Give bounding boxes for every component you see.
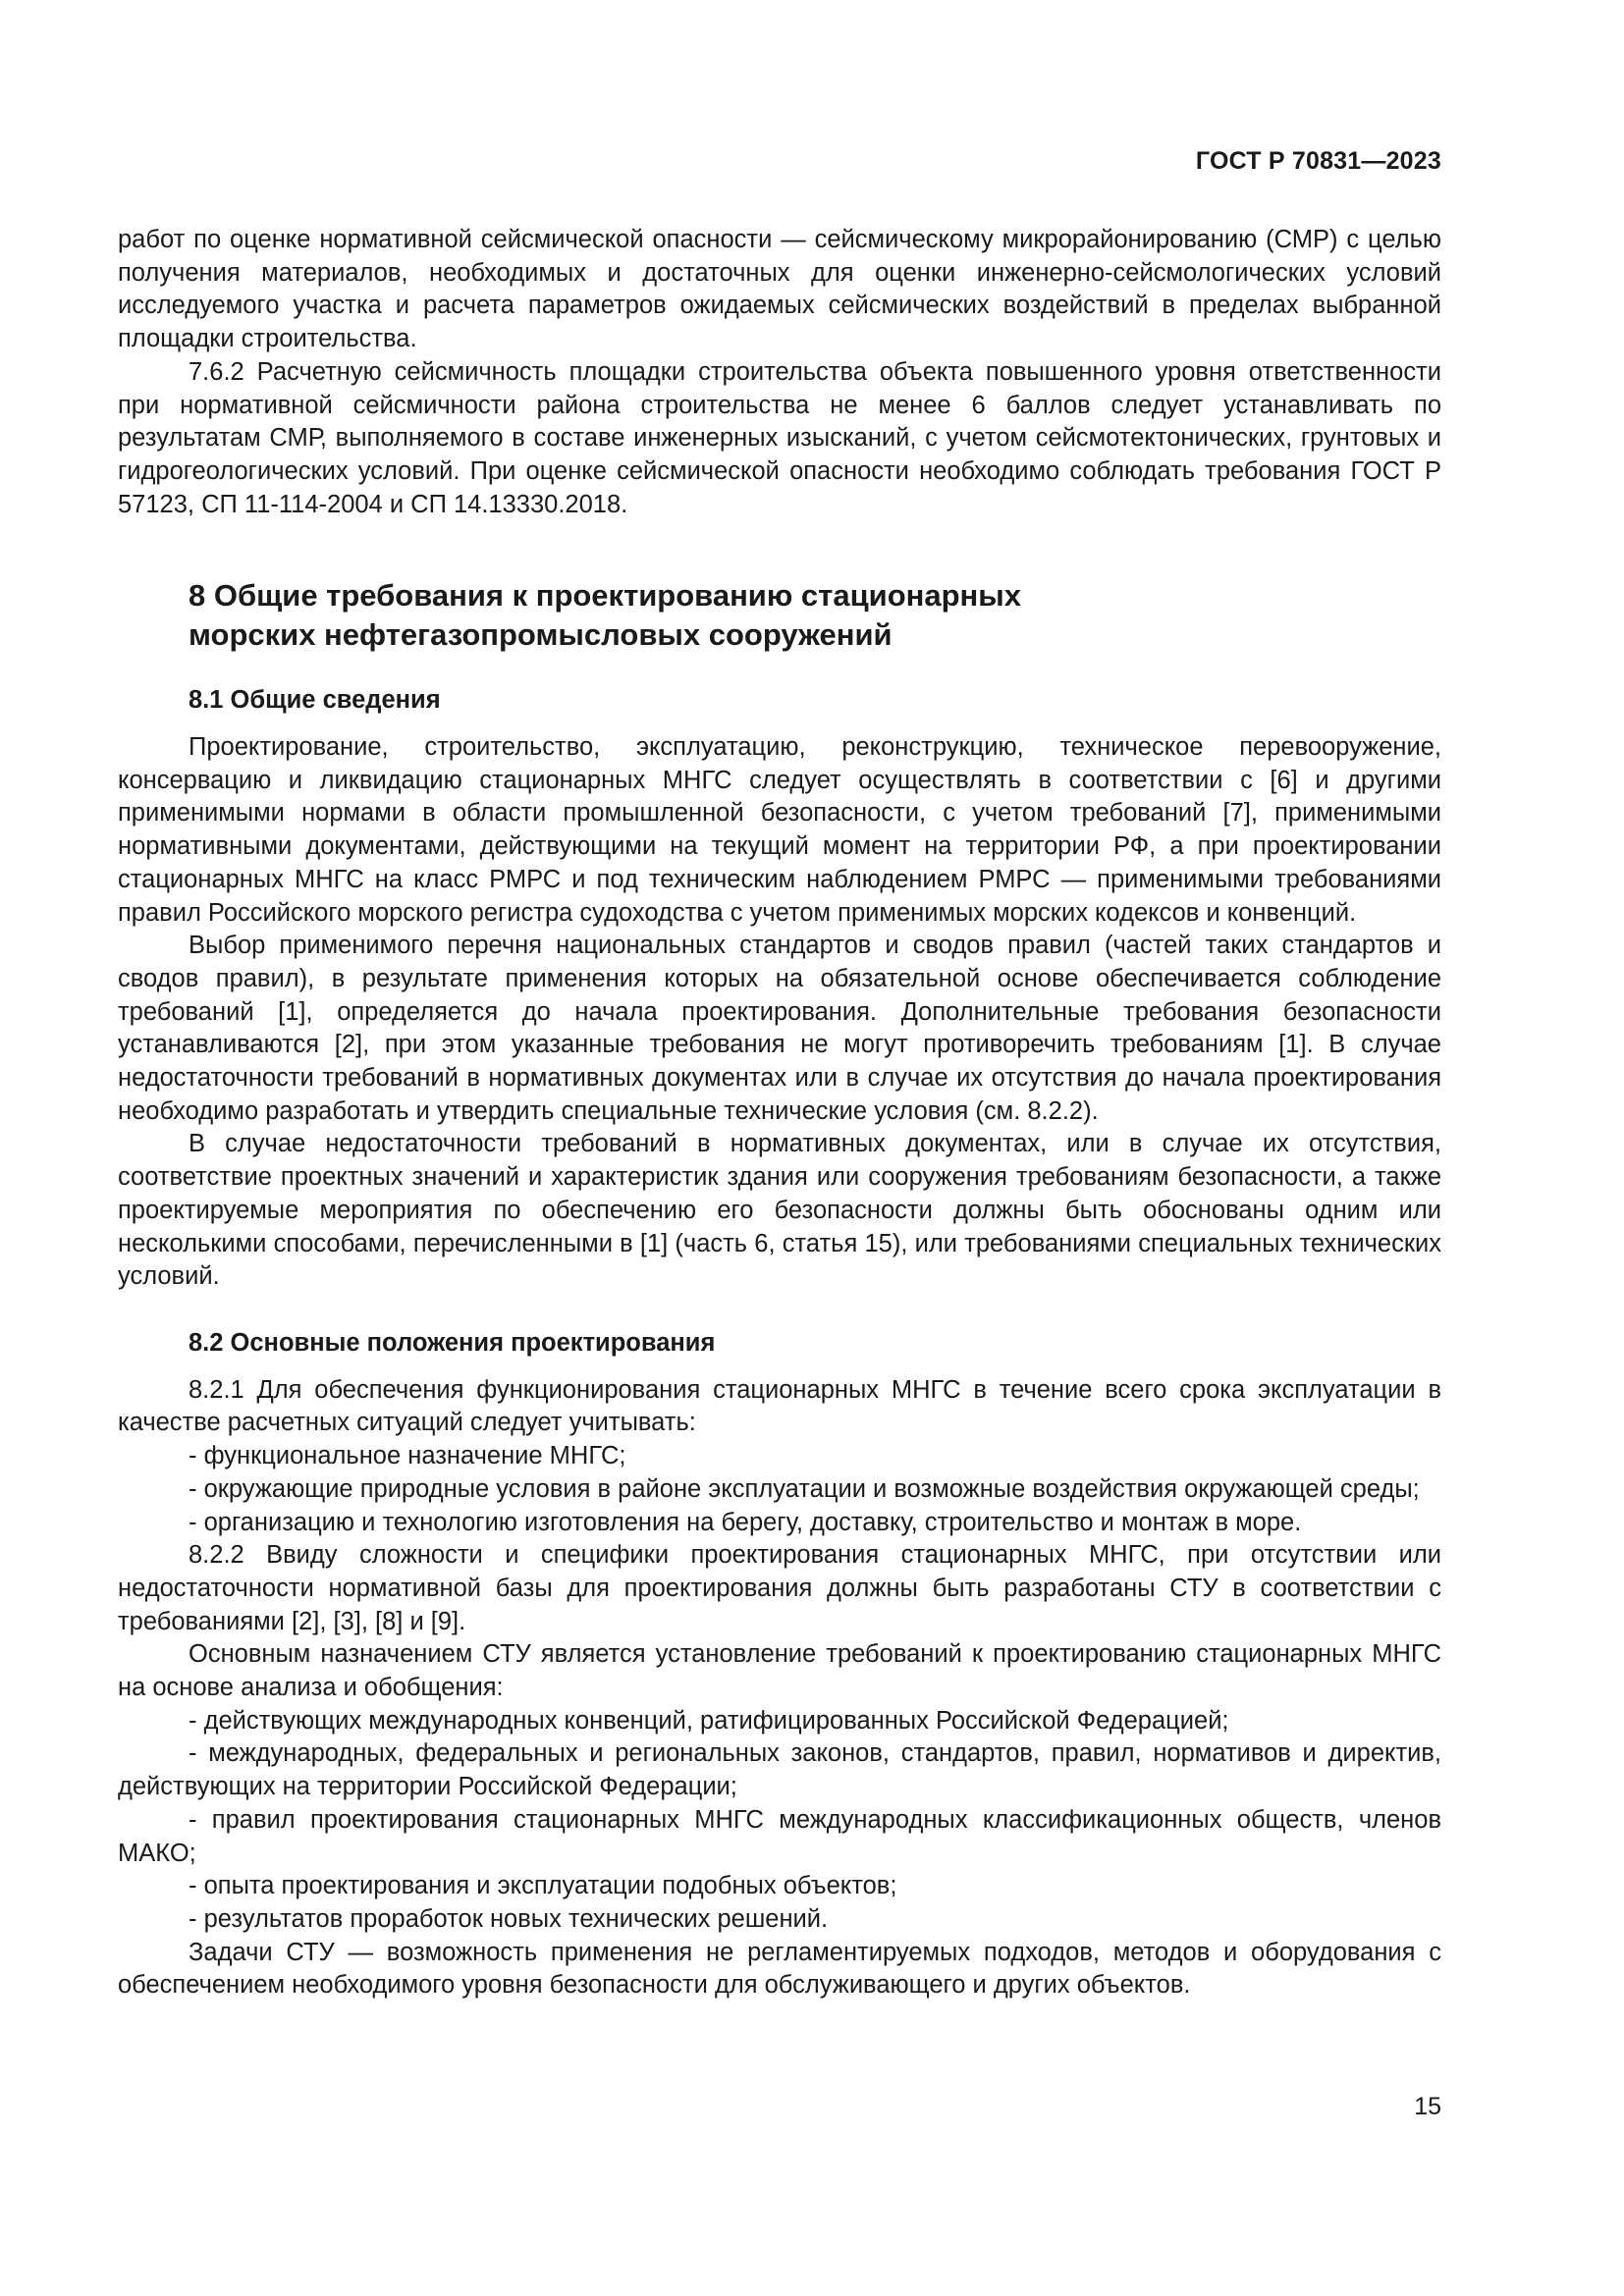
paragraph-8-2-2-purpose: Основным назначением СТУ является установление требований к проектированию стационарных МНГС на основе анализа и обобщения: (118, 1640, 1441, 1702)
section-8-heading-line-2: морских нефтегазопромысловых сооружений (189, 617, 893, 653)
list-item: - опыта проектирования и эксплуатации подобных объектов; (189, 1872, 897, 1900)
paragraph-8-1-2: Выбор применимого перечня национальных стандартов и сводов правил (частей таких стандартов и сводов правил), в результате применения которых на обязательной основе обеспечивается соблюдение требований [1], определяется до начала проектирования. Дополнительные требования безопасности устанавливаются [2], при этом указанные требования не могут противоречить требованиям [1]. В случае недостаточности требований в нормативных документах или в случае их отсутствия до начала проектирования необходимо разработать и утвердить специальные технические условия (см. 8.2.2). (118, 932, 1441, 1125)
section-8-heading (189, 576, 1441, 655)
list-item: - функциональное назначение МНГС; (189, 1442, 626, 1470)
list-item: - международных, федеральных и региональных законов, стандартов, правил, нормативов и директив, действующих на территории Российской Федерации; (118, 1739, 1441, 1801)
paragraph-8-2-1: 8.2.1 Для обеспечения функционирования стационарных МНГС в течение всего срока эксплуатации в качестве расчетных ситуаций следует учитывать: (118, 1375, 1441, 1437)
list-item: - действующих международных конвенций, ратифицированных Российской Федерацией; (189, 1706, 1229, 1735)
document-code-header: ГОСТ Р 70831—2023 (1195, 147, 1441, 175)
paragraph-continuation: работ по оценке нормативной сейсмической опасности — сейсмическому микрорайонированию (СМР) с целью получения материалов, необходимых и достаточных для оценки инженерно-сейсмологических условий исследуемого участка и расчета параметров ожидаемых сейсмических воздействий в пределах выбранной площадки строительства. (118, 226, 1441, 353)
paragraph-7-6-2: 7.6.2 Расчетную сейсмичность площадки строительства объекта повышенного уровня ответственности при нормативной сейсмичности района строительства не менее 6 баллов следует устанавливать по результатам СМР, выполняемого в составе инженерных изысканий, с учетом сейсмотектонических, грунтовых и гидрогеологических условий. При оценке сейсмической опасности необходимо соблюдать требования ГОСТ Р 57123, СП 11-114-2004 и СП 14.13330.2018. (118, 357, 1441, 518)
page-body (118, 224, 1441, 2002)
paragraph-8-2-2: 8.2.2 Ввиду сложности и специфики проектирования стационарных МНГС, при отсутствии или недостаточности нормативной базы для проектирования должны быть разработаны СТУ в соответствии с требованиями [2], [3], [8] и [9]. (118, 1541, 1441, 1635)
paragraph-8-1-1: Проектирование, строительство, эксплуатацию, реконструкцию, техническое перевооружение, консервацию и ликвидацию стационарных МНГС следует осуществлять в соответствии с [6] и другими применимыми нормами в области промышленной безопасности, с учетом требований [7], применимыми нормативными документами, действующими на текущий момент на территории РФ, а при проектировании стационарных МНГС на класс РМРС и под техническим наблюдением РМРС — применимыми требованиями правил Российского морского регистра судоходства с учетом применимых морских кодексов и конвенций. (118, 733, 1441, 927)
paragraph-8-2-2-tasks: Задачи СТУ — возможность применения не регламентируемых подходов, методов и оборудования с обеспечением необходимого уровня безопасности для обслуживающего и других объектов. (118, 1938, 1441, 2000)
page-number: 15 (1414, 2093, 1441, 2120)
paragraph-8-1-3: В случае недостаточности требований в нормативных документах, или в случае их отсутствия, соответствие проектных значений и характеристик здания или сооружения требованиям безопасности, а также проектируемые мероприятия по обеспечению его безопасности должны быть обоснованы одним или несколькими способами, перечисленными в [1] (часть 6, статья 15), или требованиями специальных технических условий. (118, 1130, 1441, 1291)
list-item: - результатов проработок новых технических решений. (189, 1904, 829, 1933)
list-item: - организацию и технологию изготовления на берегу, доставку, строительство и монтаж в море. (189, 1508, 1302, 1536)
list-item: - окружающие природные условия в районе эксплуатации и возможные воздействия окружающей среды; (189, 1474, 1420, 1503)
section-8-heading-line-1: 8 Общие требования к проектированию стационарных (189, 578, 1021, 614)
list-item: - правил проектирования стационарных МНГС международных классификационных обществ, членов МАКО; (118, 1805, 1441, 1867)
subsection-8-1-heading: 8.1 Общие сведения (189, 686, 441, 715)
subsection-8-2-heading: 8.2 Основные положения проектирования (189, 1328, 716, 1357)
